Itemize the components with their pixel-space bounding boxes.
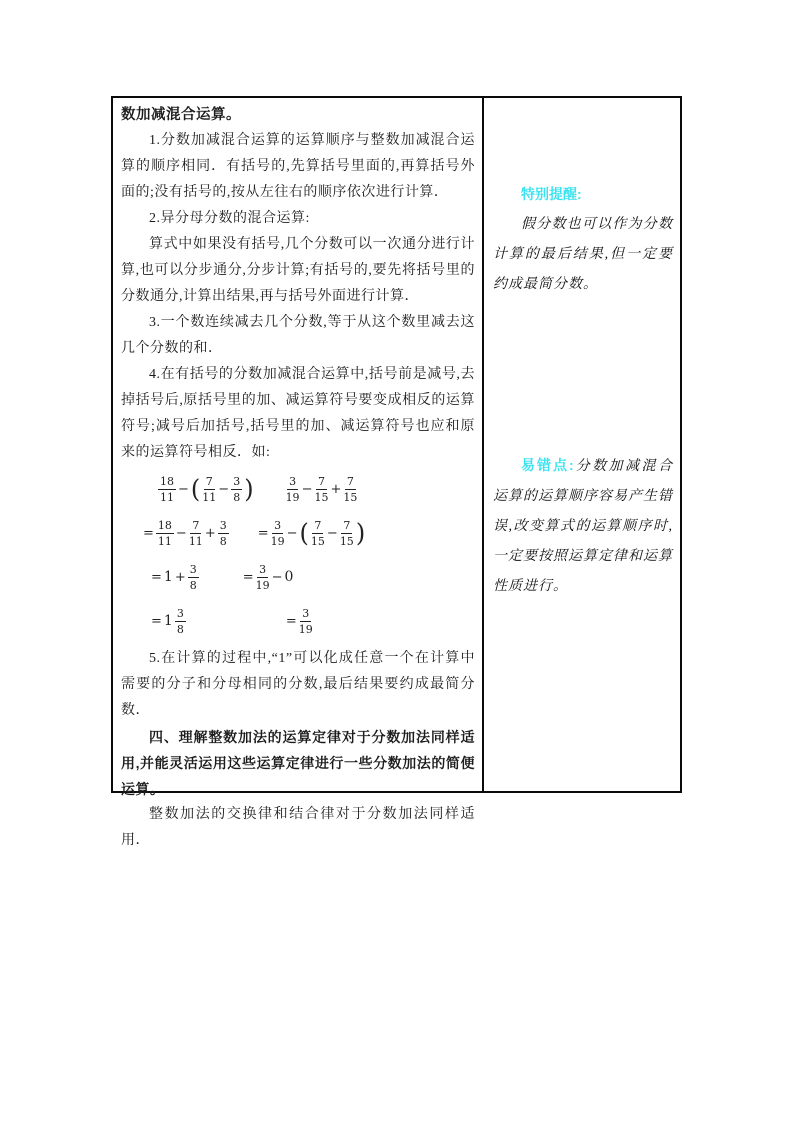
error-prone-title: 易错点: <box>521 457 575 473</box>
error-prone-callout <box>493 450 673 602</box>
formula-result-left: = 1 $\frac{3}{8}$ <box>151 606 184 636</box>
side-notes-cell <box>484 98 680 791</box>
formula-row-4 <box>121 606 475 636</box>
special-reminder-body: 假分数也可以作为分数计算的最后结果,但一定要约成最简分数。 <box>493 217 673 292</box>
special-reminder-title: 特别提醒: <box>521 186 582 202</box>
formula-expression-right: $\frac{3}{19}$ − $\frac{7}{15}$ + $\frac{7}{15}$ <box>285 474 358 504</box>
paragraph-2-body: 算式中如果没有括号,几个分数可以一次通分进行计算,也可以分步通分,分步计算;有括号的,要先将括号里的分数通分,计算出结果,再与括号外面进行计算． <box>121 237 475 304</box>
lead-text: 数加减混合运算。 <box>121 107 241 123</box>
formula-expression-left: $\frac{18}{11}$ − ( $\frac{7}{11}$ − $\frac{3}{8}$ ) <box>160 474 254 504</box>
paragraph-1: 1.分数加减混合运算的运算顺序与整数加减混合运算的顺序相同．有括号的,先算括号里面的,再算括号外面的;没有括号的,按从左往右的顺序依次进行计算． <box>121 133 475 200</box>
formula-row-1 <box>121 472 475 506</box>
notes-table <box>111 96 682 848</box>
paragraph-closing: 整数加法的交换律和结合律对于分数加法同样适用． <box>121 807 475 848</box>
paragraph-5: 5.在计算的过程中,“1”可以化成任意一个在计算中需要的分子和分母相同的分数,最后结果要约成最简分数． <box>121 651 475 718</box>
formula-step-left: = 1 + $\frac{3}{8}$ <box>151 562 197 592</box>
formula-step-left: = $\frac{18}{11}$ − $\frac{7}{11}$ + $\frac{3}{8}$ <box>143 518 227 548</box>
error-prone-paragraph <box>493 450 673 602</box>
special-reminder-callout <box>493 182 673 300</box>
paragraph-section-four: 四、理解整数加法的运算定律对于分数加法同样适用,并能灵活运用这些运算定律进行一些分数加法的简便运算。 <box>121 729 475 797</box>
formula-step-right: = $\frac{3}{19}$ − ( $\frac{7}{15}$ − $\frac{7}{15}$ ) <box>257 518 366 548</box>
formula-row-3 <box>121 562 475 592</box>
paragraph-3: 3.一个数连续减去几个分数,等于从这个数里减去这几个分数的和． <box>121 315 475 356</box>
formula-result-right: = $\frac{3}{19}$ <box>285 606 313 636</box>
error-prone-body: 分数加减混合运算的运算顺序容易产生错误,改变算式的运算顺序时,一定要按照运算定律和运算性质进行。 <box>493 459 673 594</box>
paragraph-2-title: 2.异分母分数的混合运算: <box>149 211 310 226</box>
formula-step-right: = $\frac{3}{19}$ − 0 <box>242 562 294 592</box>
paragraph-4: 4.在有括号的分数加减混合运算中,括号前是减号,去掉括号后,原括号里的加、减运算符号要变成相反的运算符号;减号后加括号,括号里的加、减运算符号也应和原来的运算符号相反．如: <box>121 367 475 460</box>
main-content-cell <box>113 98 484 848</box>
formula-row-2 <box>121 516 475 550</box>
